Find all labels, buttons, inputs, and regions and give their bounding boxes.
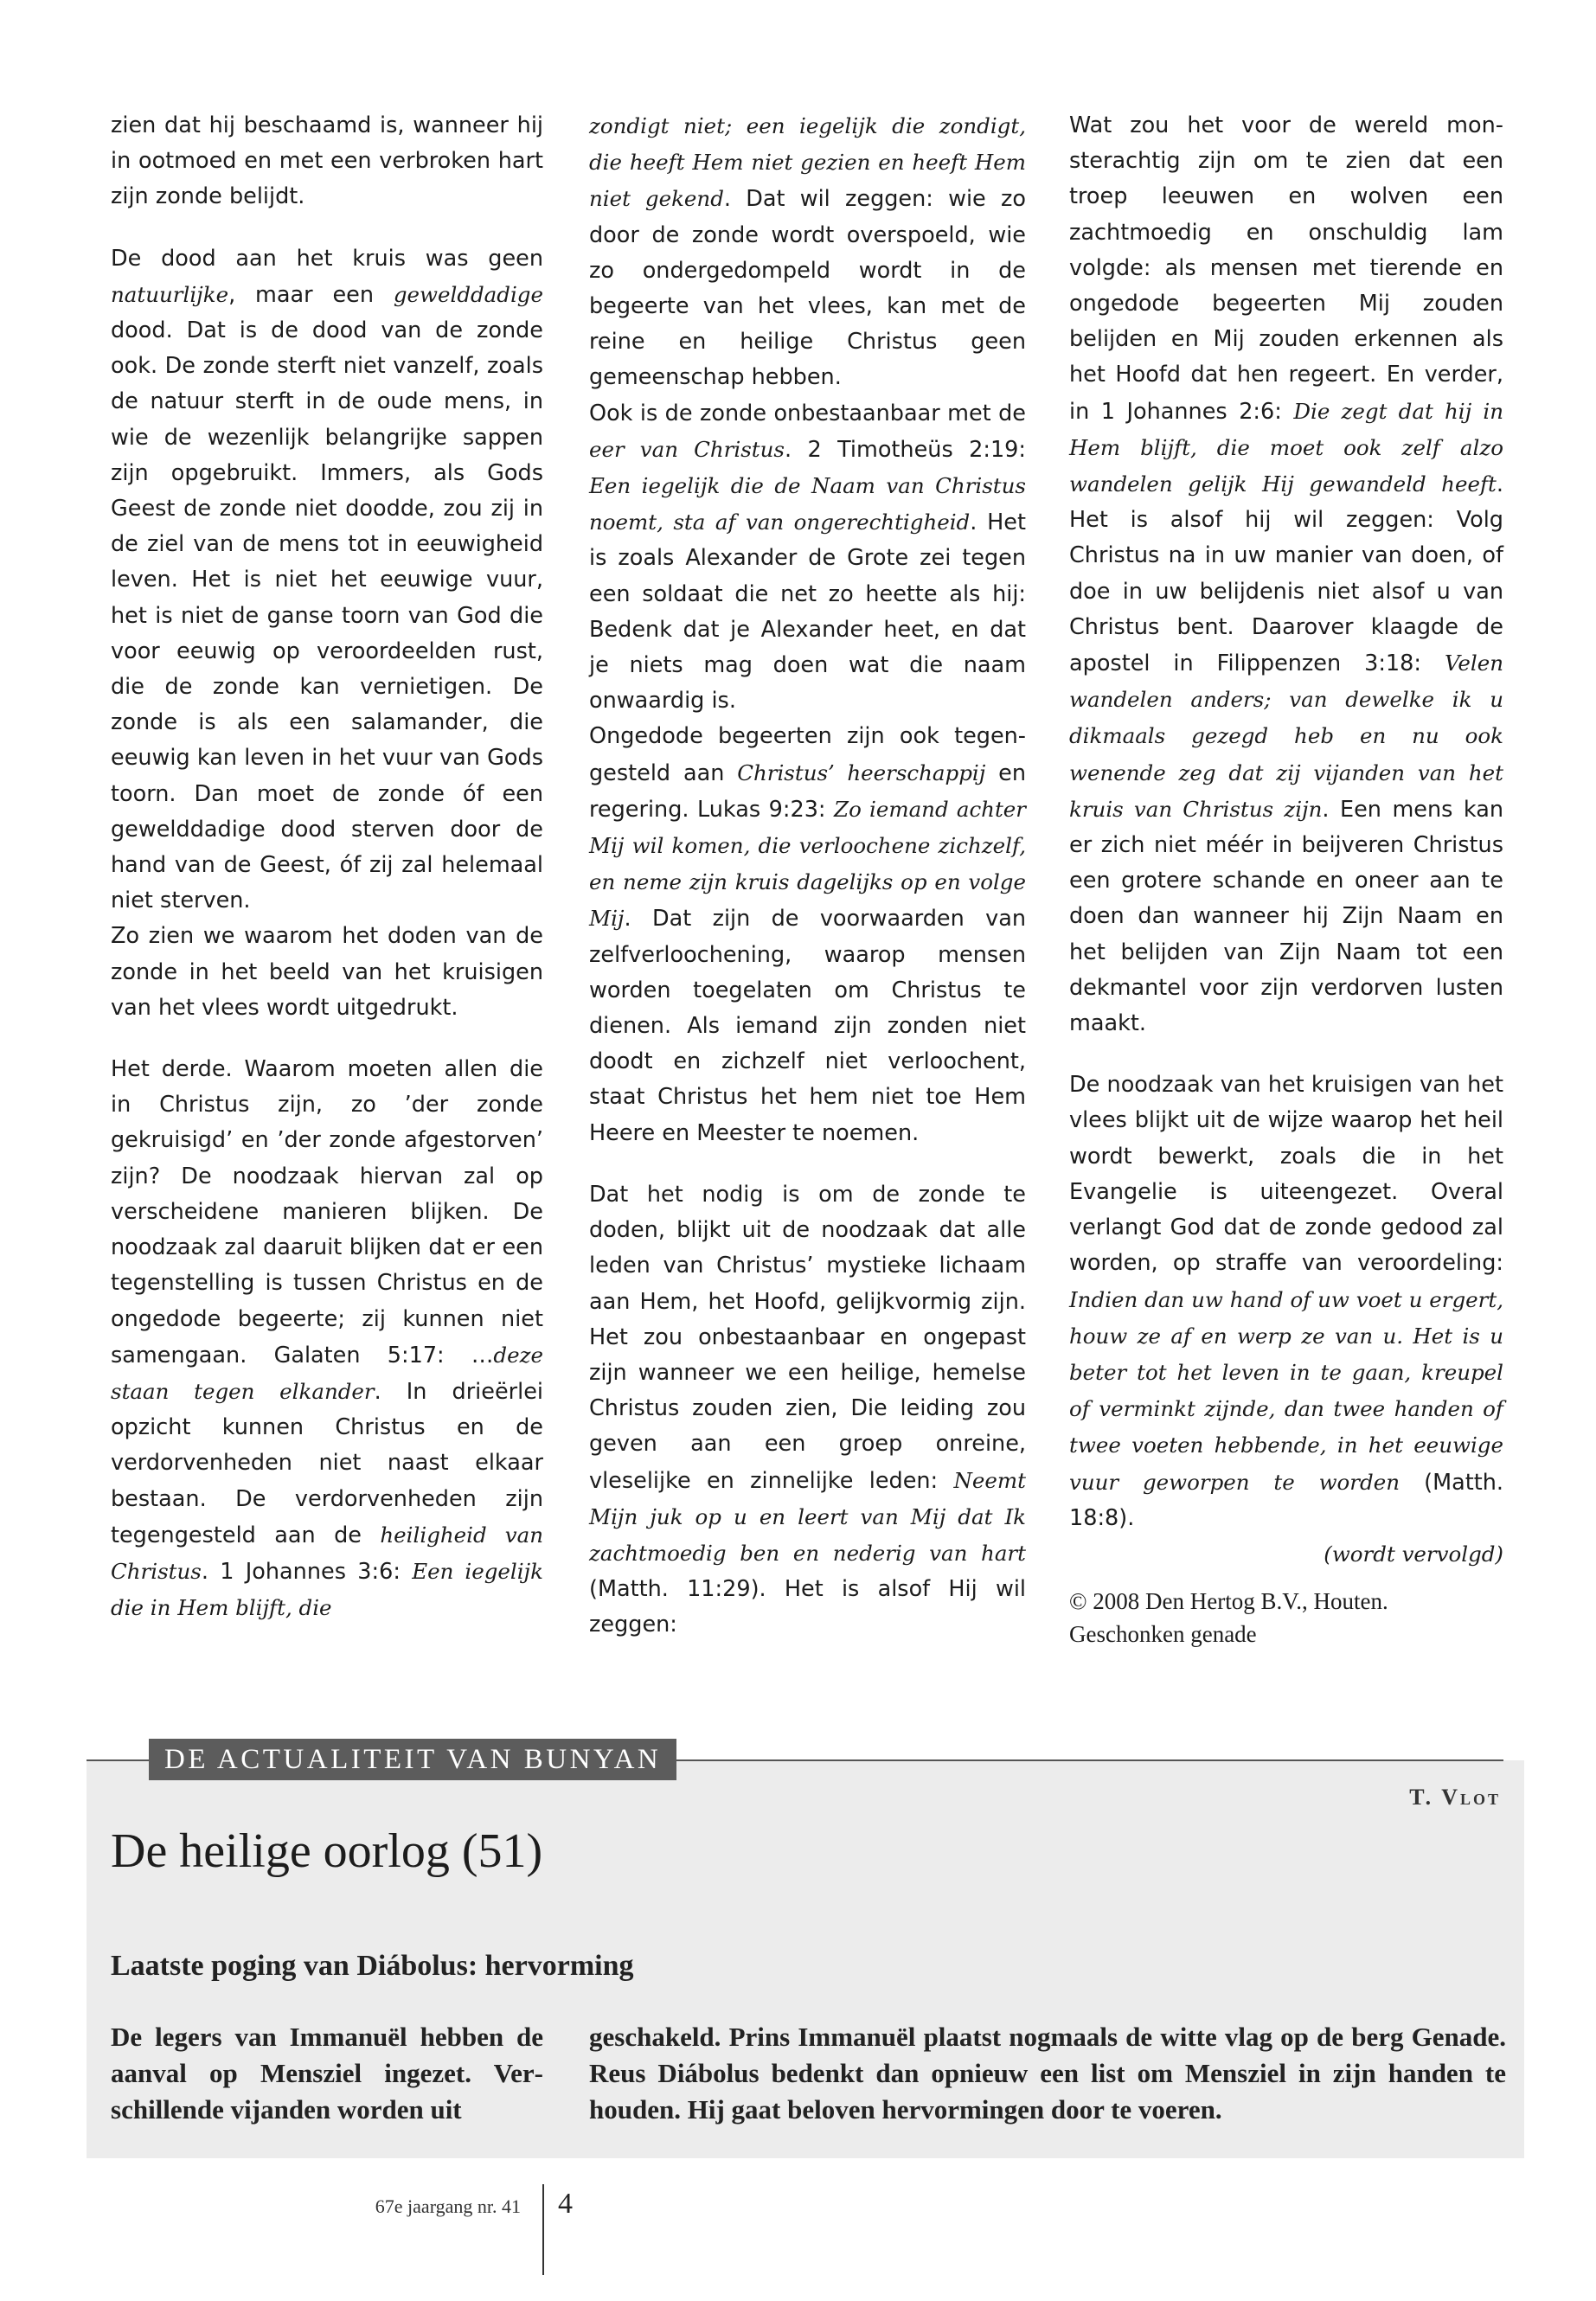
paragraph: De noodzaak van het kruisigen van het vlees blijkt uit de wijze waarop het heil wordt bewerkt, zoals die in het Evangelie is uiteengezet. Overal verlangt God dat de zonde gedood zal worden, op straffe van veroordeling: Indien dan uw hand of uw voet u ergert, houw ze af en werp ze van u. Het is u beter tot het leven in te gaan, kreupel of verminkt zijnde, dan twee handen of twee voeten hebbende, in het eeuwige vuur geworpen te worden (Matth. 18:8). xyxy=(1069,1072,1503,1531)
footer-issue-info: 67e jaargang nr. 41 xyxy=(375,2195,521,2217)
paragraph: (wordt vervolgd) xyxy=(1324,1541,1503,1567)
article-column-1 xyxy=(111,108,543,1626)
paragraph: Ook is de zonde onbestaanbaar met de eer van Christus. 2 Timotheüs 2:19: Een iegelijk die de Naam van Christus noemt, sta af van ongerechtigheid. Het is zoals Alexander de Grote zei tegen een soldaat die net zo heette als hij: Bedenk dat je Alexander heet, en dat je niets mag doen wat die naam onwaardig is. xyxy=(589,400,1026,715)
article-title: De heilige oorlog (51) xyxy=(111,1824,543,1878)
article-subtitle: Laatste poging van Diábolus: hervorming xyxy=(111,1950,634,1982)
paragraph: Wat zou het voor de wereld monsterachtig zijn om te zien dat een troep leeuwen en wolven een zachtmoedig en onschuldig lam volgde: als mensen met tierende en ongedode begeerten Mij zouden belijden en Mij zouden erkennen als het Hoofd dat hen regeert. En verder, in 1 Johannes 2:6: Die zegt dat hij in Hem blijft, die moet ook zelf alzo wandelen gelijk Hij gewandeld heeft. Het is alsof hij wil zeggen: Volg Christus na in uw manier van doen, of doe in uw belijdenis niet alsof u van Christus bent. Daarover klaagde de apostel in Filippenzen 3:18: Velen wandelen anders; van dewelke ik u dikmaals gezegd heb en nu ook wenende zeg dat zij vijanden van het kruis van Christus zijn. Een mens kan er zich niet méér in beijveren Christus een grotere schande en oneer aan te doen dan wanneer hij Zijn Naam en het belijden van Zijn Naam tot een dekmantel voor zijn verdorven lusten maakt. xyxy=(1069,112,1504,1037)
paragraph: zondigt niet; een iegelijk die zondigt, die heeft Hem niet gezien en heeft Hem niet gekend. Dat wil zeggen: wie zo door de zonde wordt overspoeld, wie zo ondergedompeld wordt in de begeerte van het vlees, kan met de reine en heilige Christus geen gemeenschap hebben. xyxy=(589,113,1026,391)
intro-paragraph-part-2: geschakeld. Prins Immanuël plaatst nogmaals de witte vlag op de berg Genade. Reus Diábolus bedenkt dan opnieuw een list om Mensziel in zijn handen te houden. Hij gaat beloven hervormingen door te voeren. xyxy=(589,2022,1506,2125)
article-column-2 xyxy=(589,108,1026,1644)
author-name: T. Vlot xyxy=(1409,1785,1501,1810)
intro-paragraph-part-1: De legers van Immanuël hebben de aanval op Mensziel ingezet. Verschillende vijanden worden uit xyxy=(111,2022,543,2125)
paragraph: Het derde. Waarom moeten allen die in Christus zijn, zo ’der zonde gekruisigd’ en ’der zonde afgestorven’ zijn? De noodzaak hiervan zal op verscheidene manieren blijken. De noodzaak zal daaruit blijken dat er een tegenstelling is tussen Christus en de ongedode begeerte; zij kunnen niet samengaan. Galaten 5:17: …deze staan tegen elkander. In drieërlei opzicht kunnen Christus en de verdorvenheden niet naast elkaar bestaan. De verdorvenheden zijn tegengesteld aan de heiligheid van Christus. 1 Johannes 3:6: Een iegelijk die in Hem blijft, die xyxy=(111,1056,544,1621)
paragraph: Dat het nodig is om de zonde te doden, blijkt uit de noodzaak dat alle leden van Christus’ mystieke lichaam aan Hem, het Hoofd, gelijkvormig zijn. Het zou onbestaanbaar en ongepast zijn wanneer we een heilige, hemelse Christus zouden zien, Die leiding zou geven aan een groep onreine, vleselijke en zinnelijke leden: Neemt Mijn juk op u en leert van Mij dat Ik zachtmoedig ben en nederig van hart (Matth. 11:29). Het is alsof Hij wil zeggen: xyxy=(589,1181,1026,1638)
paragraph: zien dat hij beschaamd is, wanneer hij in ootmoed en met een verbroken hart zijn zonde belijdt. xyxy=(111,112,543,210)
paragraph: © 2008 Den Hertog B.V., Houten. Geschonken genade xyxy=(1069,1588,1388,1648)
section-label: DE ACTUALITEIT VAN BUNYAN xyxy=(149,1739,676,1780)
paragraph: Zo zien we waarom het doden van de zonde in het beeld van het kruisigen van het vlees wordt uitgedrukt. xyxy=(111,923,543,1021)
page-number: 4 xyxy=(558,2188,573,2220)
paragraph: Ongedode begeerten zijn ook tegengesteld aan Christus’ heerschappij en regering. Lukas 9:23: Zo iemand achter Mij wil komen, die verloochene zichzelf, en neme zijn kruis dagelijks op en volge Mij. Dat zijn de voorwaarden van zelfverloochening, waarop mensen worden toegelaten om Christus te dienen. Als iemand zijn zonden niet doodt en zichzelf niet verloochent, staat Christus het hem niet toe Hem Heere en Meester te noemen. xyxy=(589,723,1026,1146)
footer-divider xyxy=(542,2184,544,2275)
article-column-3 xyxy=(1069,108,1503,1650)
paragraph: De dood aan het kruis was geen natuurlijke, maar een gewelddadige dood. Dat is de dood van de zonde ook. De zonde sterft niet vanzelf, zoals de natuur sterft in de oude mens, in wie de wezenlijk belangrijke sappen zijn opgebruikt. Immers, als Gods Geest de zonde niet doodde, zou zij in de ziel van de mens tot in eeuwigheid leven. Het is niet het eeuwige vuur, het is niet de ganse toorn van God die voor eeuwig op veroordeelden rust, die de zonde kan vernietigen. De zonde is als een salamander, die eeuwig kan leven in het vuur van Gods toorn. Dan moet de zonde óf een gewelddadige dood sterven door de hand van de Geest, óf zij zal helemaal niet sterven. xyxy=(111,245,543,914)
